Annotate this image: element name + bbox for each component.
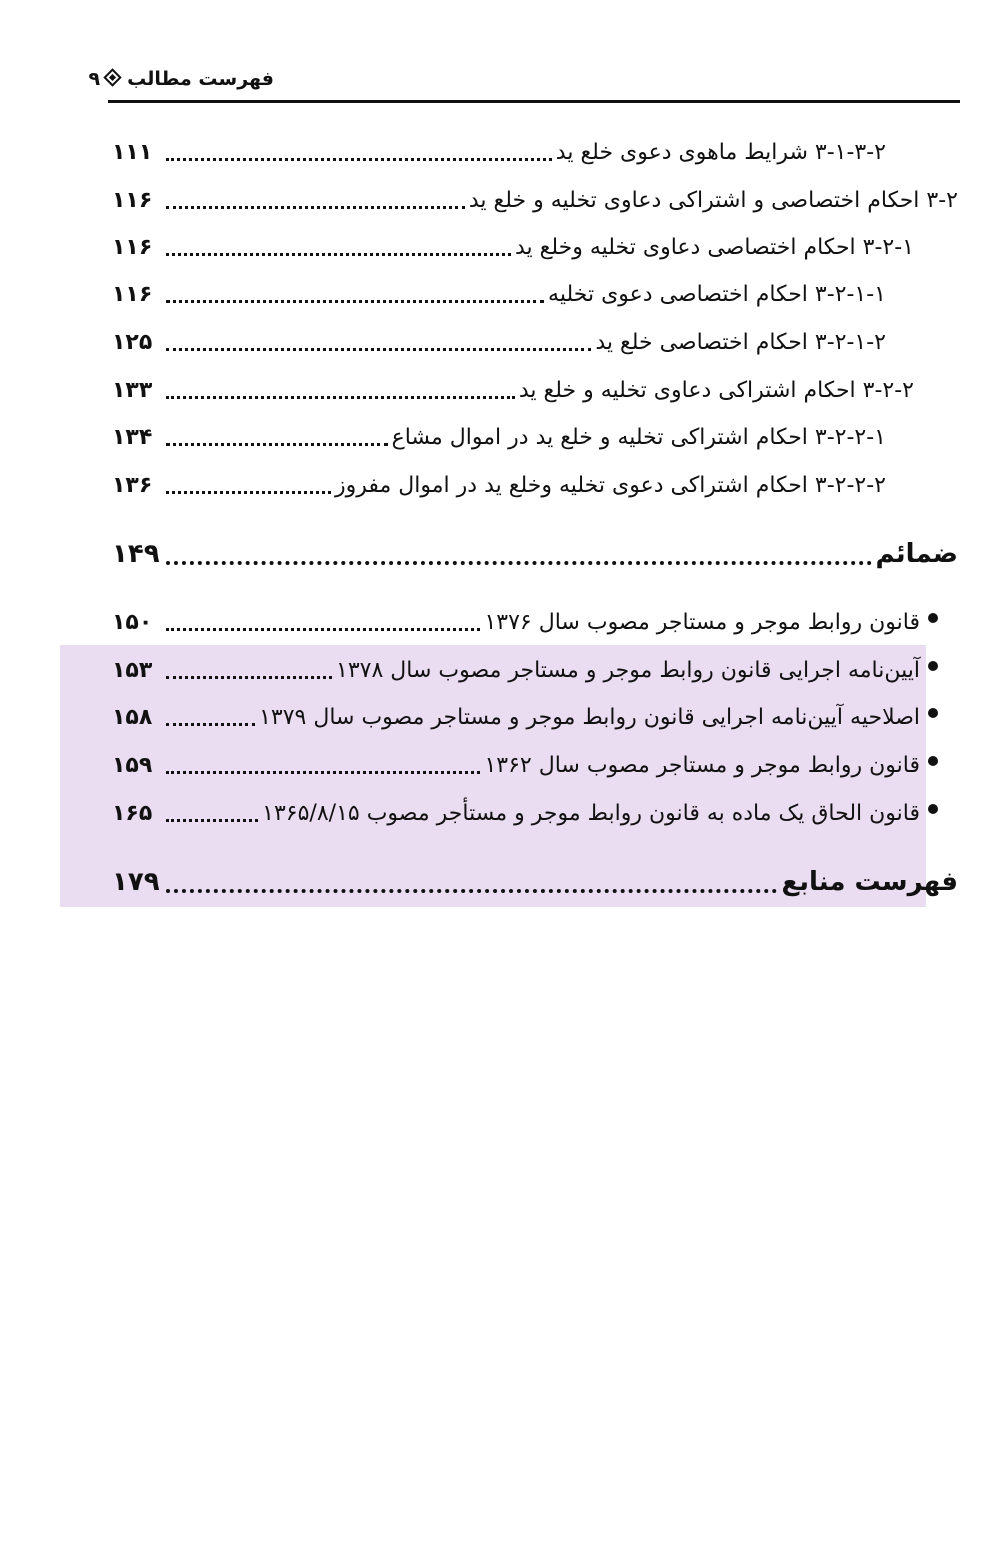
toc-section-label: فهرست منابع [781, 867, 958, 897]
toc-entry-label: ۳-۲-۲-۲ احکام اشتراکی دعوی تخلیه وخلع ید در اموال مفروز [335, 472, 886, 498]
toc-entry-label: ۳-۲-۲ احکام اشتراکی دعاوی تخلیه و خلع ید [518, 377, 914, 403]
dot-leader [166, 771, 480, 774]
dot-leader [166, 628, 480, 631]
toc-entry[interactable] [112, 370, 914, 410]
toc-entry-label: ۳-۱-۳-۲ شرایط ماهوی دعوی خلع ید [555, 139, 886, 165]
appendix-item-page: ۱۵۹ [112, 752, 153, 778]
appendix-item-label: قانون روابط موجر و مستاجر مصوب سال ۱۳۶۲ [484, 752, 920, 778]
bullet-icon [928, 613, 938, 623]
toc-entry-page: ۱۲۵ [112, 329, 153, 355]
dot-leader [166, 819, 258, 822]
appendix-item-page: ۱۵۳ [112, 657, 153, 683]
appendix-item[interactable] [112, 745, 938, 785]
toc-entry-label: ۳-۲ احکام اختصاصی و اشتراکی دعاوی تخلیه و خلع ید [468, 187, 958, 213]
toc-entry[interactable] [112, 227, 914, 267]
toc-section-label: ضمائم [875, 539, 958, 569]
appendix-item-label: قانون الحاق یک ماده به قانون روابط موجر و مستأجر مصوب ۱۳۶۵/۸/۱۵ [262, 800, 920, 826]
running-header-page-number: ۹ [88, 68, 101, 90]
dot-leader [166, 723, 255, 726]
dot-leader [166, 676, 332, 679]
bullet-icon [928, 804, 938, 814]
appendix-item-label: آیین‌نامه اجرایی قانون روابط موجر و مستاجر مصوب سال ۱۳۷۸ [336, 657, 920, 683]
toc-entry-label: ۳-۲-۲-۱ احکام اشتراکی تخلیه و خلع ید در اموال مشاع [391, 424, 886, 450]
toc-entry[interactable] [112, 274, 886, 314]
running-header-title: فهرست مطالب [127, 68, 274, 90]
dot-leader [166, 253, 511, 256]
appendix-item-page: ۱۵۸ [112, 704, 153, 730]
toc-entry-label: ۳-۲-۱-۱ احکام اختصاصی دعوی تخلیه [548, 281, 886, 307]
toc-entry-page: ۱۱۶ [112, 281, 153, 307]
toc-section-appendix[interactable] [112, 534, 958, 574]
toc-entry-page: ۱۱۱ [112, 139, 153, 165]
dot-leader [166, 300, 544, 303]
toc-section-sources[interactable] [112, 862, 958, 902]
toc-entry[interactable] [112, 465, 886, 505]
toc-entry[interactable] [112, 322, 886, 362]
dot-leader [166, 348, 591, 351]
toc-entry-page: ۱۱۶ [112, 234, 153, 260]
dot-leader [166, 443, 388, 446]
appendix-item-page: ۱۵۰ [112, 609, 153, 635]
dot-leader [166, 206, 465, 209]
dot-leader [166, 158, 552, 161]
appendix-item-label: اصلاحیه آیین‌نامه اجرایی قانون روابط موجر و مستاجر مصوب سال ۱۳۷۹ [259, 704, 920, 730]
toc-entry-label: ۳-۲-۱-۲ احکام اختصاصی خلع ید [595, 329, 886, 355]
bullet-icon [928, 756, 938, 766]
dot-leader [166, 561, 872, 565]
bullet-icon [928, 661, 938, 671]
dot-leader [166, 396, 515, 399]
toc-entry-page: ۱۳۴ [112, 424, 153, 450]
appendix-item[interactable] [112, 697, 938, 737]
toc-entry-label: ۳-۲-۱ احکام اختصاصی دعاوی تخلیه وخلع ید [514, 234, 914, 260]
toc-entry-page: ۱۱۶ [112, 187, 153, 213]
appendix-item-page: ۱۶۵ [112, 800, 153, 826]
toc-entry[interactable] [112, 180, 958, 220]
appendix-item-label: قانون روابط موجر و مستاجر مصوب سال ۱۳۷۶ [484, 609, 920, 635]
appendix-item[interactable] [112, 602, 938, 642]
appendix-item[interactable] [112, 650, 938, 690]
toc-entry[interactable] [112, 417, 886, 457]
toc-entry-page: ۱۳۶ [112, 472, 153, 498]
appendix-item[interactable] [112, 793, 938, 833]
toc-section-page: ۱۴۹ [112, 539, 160, 569]
toc-section-page: ۱۷۹ [112, 867, 160, 897]
toc-entry-page: ۱۳۳ [112, 377, 153, 403]
bullet-icon [928, 708, 938, 718]
dot-leader [166, 889, 777, 893]
dot-leader [166, 491, 331, 494]
toc-entry[interactable] [112, 132, 886, 172]
